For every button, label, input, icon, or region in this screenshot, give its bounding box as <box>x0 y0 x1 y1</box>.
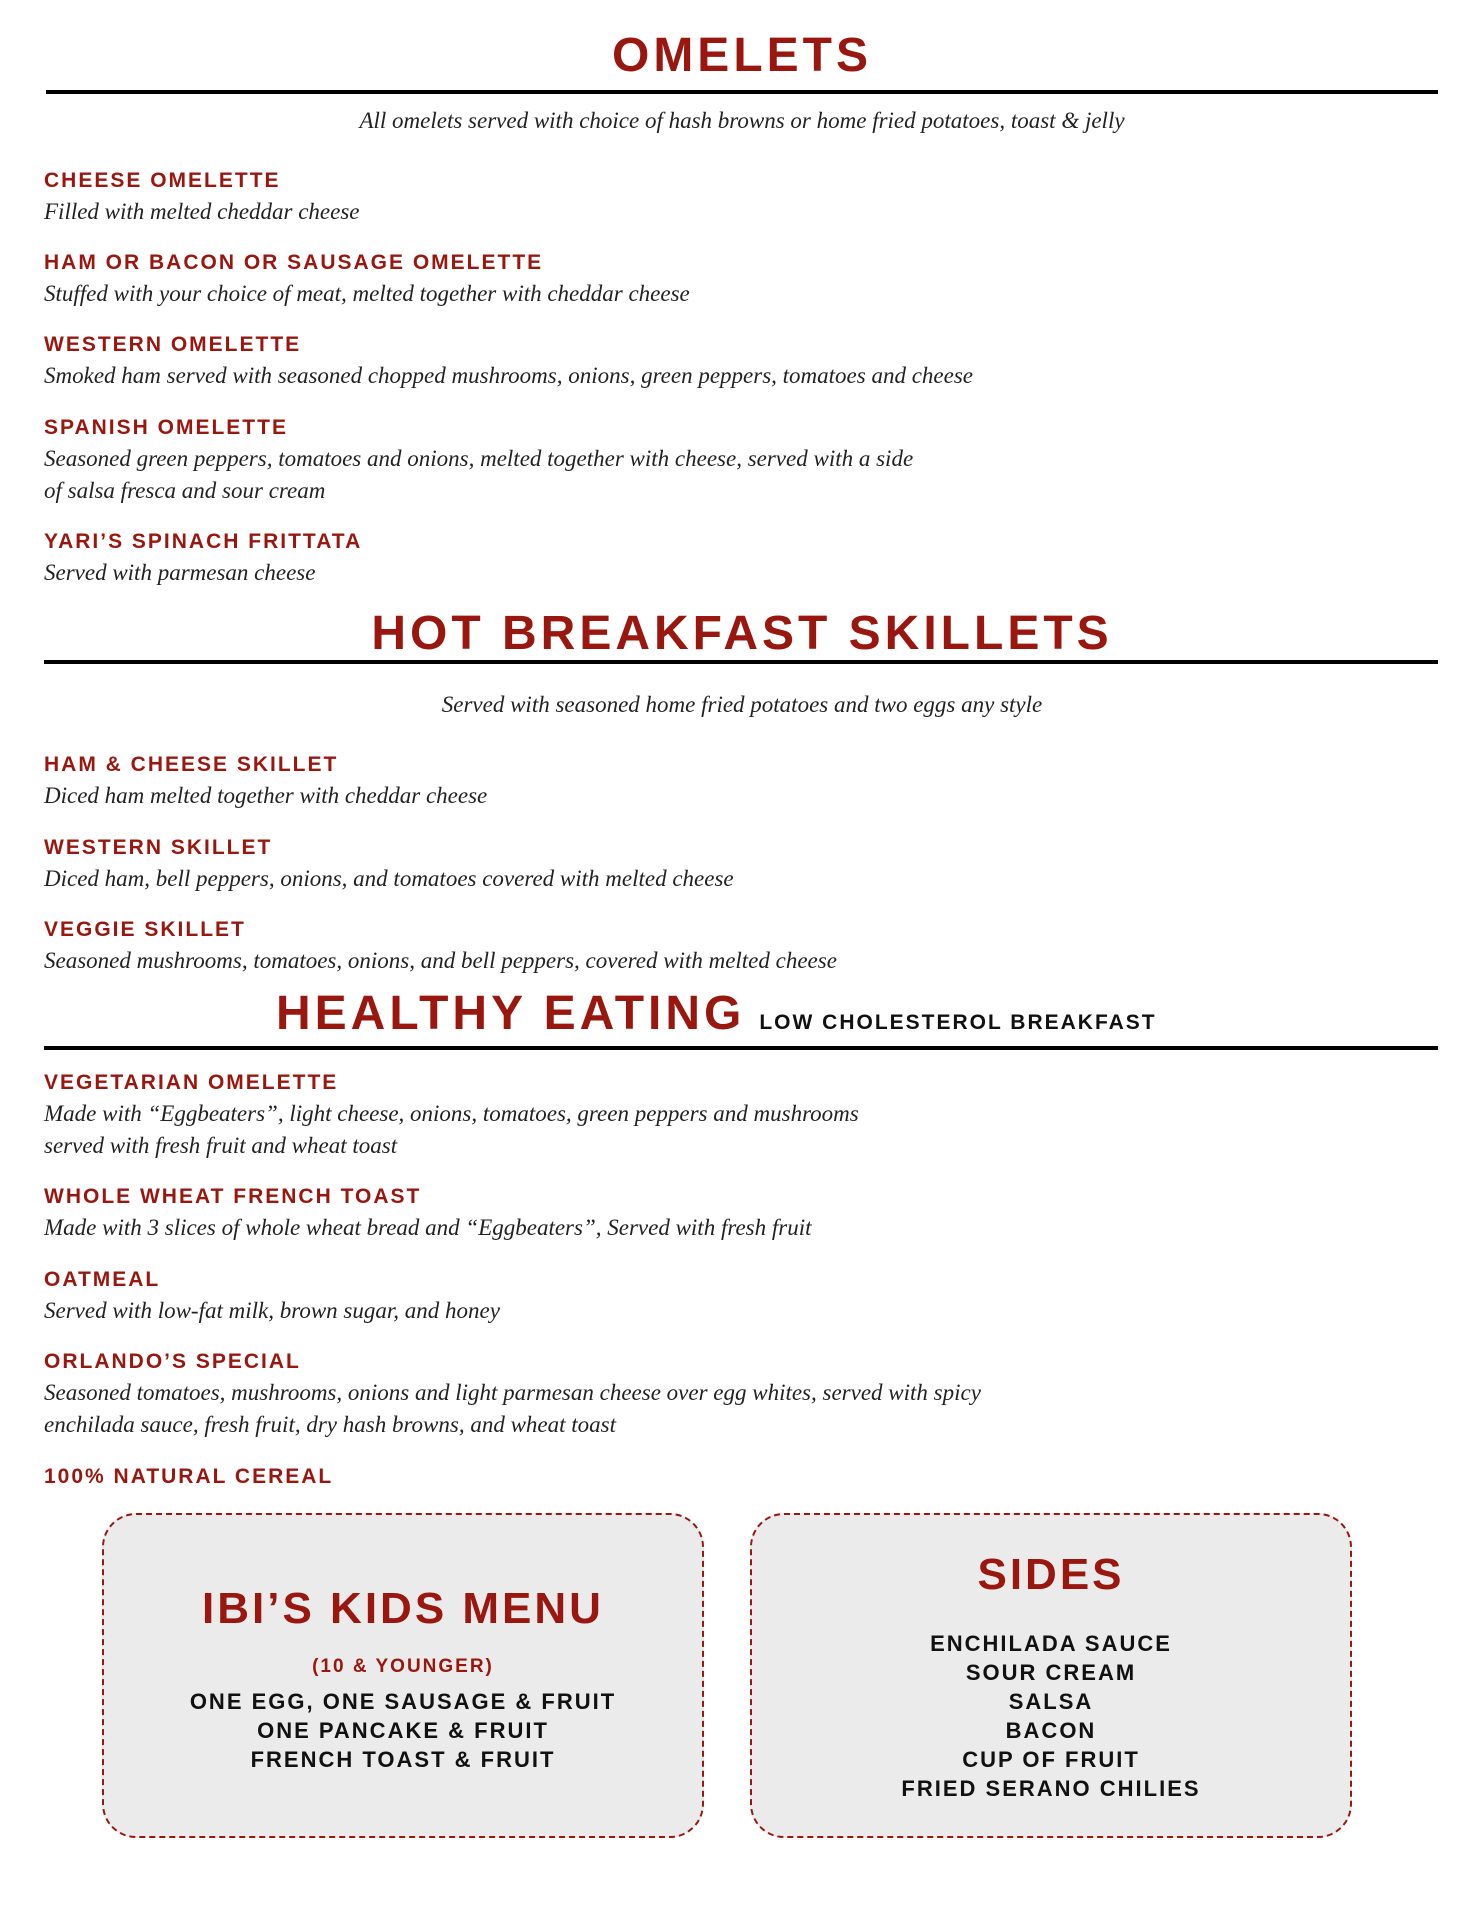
sides-item: BACON <box>1005 1718 1097 1743</box>
item-name: YARI’S SPINACH FRITTATA <box>44 530 363 553</box>
item-description: Stuffed with your choice of meat, melted together with cheddar cheese <box>44 281 690 306</box>
kids-menu-note: (10 & YOUNGER) <box>312 1656 494 1677</box>
item-name: VEGETARIAN OMELETTE <box>44 1071 339 1094</box>
item-description: Smoked ham served with seasoned chopped mushrooms, onions, green peppers, tomatoes and cheese <box>44 363 973 388</box>
sides-item: SALSA <box>1008 1689 1094 1714</box>
item-name: HAM & CHEESE SKILLET <box>44 753 339 776</box>
item-name: HAM OR BACON OR SAUSAGE OMELETTE <box>44 251 544 274</box>
sides-list <box>752 1629 1350 1803</box>
menu-item <box>44 1462 1044 1492</box>
item-description: Served with parmesan cheese <box>44 560 316 585</box>
item-name: WESTERN SKILLET <box>44 836 273 859</box>
kids-menu-item: FRENCH TOAST & FRUIT <box>250 1747 556 1772</box>
item-description: Made with 3 slices of whole wheat bread and “Eggbeaters”, Served with fresh fruit <box>44 1215 812 1240</box>
skillets-title: HOT BREAKFAST SKILLETS <box>371 607 1113 660</box>
skillets-note: Served with seasoned home fried potatoes and two eggs any style <box>441 692 1043 717</box>
kids-menu-box <box>102 1513 704 1838</box>
menu-item <box>44 166 1044 228</box>
item-name: ORLANDO’S SPECIAL <box>44 1350 301 1373</box>
item-name: VEGGIE SKILLET <box>44 918 246 941</box>
item-name: WHOLE WHEAT FRENCH TOAST <box>44 1185 422 1208</box>
item-name: OATMEAL <box>44 1268 161 1291</box>
kids-menu-item: ONE EGG, ONE SAUSAGE & FRUIT <box>189 1689 617 1714</box>
item-description-line2: enchilada sauce, fresh fruit, dry hash browns, and wheat toast <box>44 1412 617 1437</box>
menu-item <box>44 750 1044 812</box>
menu-item <box>44 248 1044 310</box>
item-description: Seasoned green peppers, tomatoes and onions, melted together with cheese, served with a side <box>44 446 914 471</box>
sides-title: SIDES <box>977 1550 1125 1599</box>
menu-item <box>44 915 1044 977</box>
kids-menu-title: IBI’S KIDS MENU <box>202 1584 604 1633</box>
menu-item <box>44 833 1044 895</box>
sides-item: SOUR CREAM <box>965 1660 1137 1685</box>
omelets-note: All omelets served with choice of hash browns or home fried potatoes, toast & jelly <box>359 108 1125 133</box>
menu-item <box>44 1265 1044 1327</box>
omelets-title: OMELETS <box>611 29 872 82</box>
healthy-rule <box>44 1046 1438 1050</box>
item-name: SPANISH OMELETTE <box>44 416 288 439</box>
item-description: Seasoned tomatoes, mushrooms, onions and light parmesan cheese over egg whites, served with spicy <box>44 1380 981 1405</box>
sides-item: CUP OF FRUIT <box>962 1747 1140 1772</box>
item-name: WESTERN OMELETTE <box>44 333 302 356</box>
kids-menu-item: ONE PANCAKE & FRUIT <box>257 1718 549 1743</box>
menu-item <box>44 1068 1044 1162</box>
menu-item <box>44 330 1044 392</box>
menu-item <box>44 1182 1044 1244</box>
item-description: Served with low-fat milk, brown sugar, and honey <box>44 1298 500 1323</box>
item-description-line2: served with fresh fruit and wheat toast <box>44 1133 398 1158</box>
item-description: Seasoned mushrooms, tomatoes, onions, and bell peppers, covered with melted cheese <box>44 948 837 973</box>
sides-item: ENCHILADA SAUCE <box>930 1631 1172 1656</box>
menu-item <box>44 527 1044 589</box>
healthy-subtitle: LOW CHOLESTEROL BREAKFAST <box>759 1011 1157 1034</box>
menu-item <box>44 1347 1044 1441</box>
healthy-title <box>276 986 1157 1051</box>
skillets-rule <box>44 660 1438 664</box>
item-description-line2: of salsa fresca and sour cream <box>44 478 326 503</box>
item-description: Diced ham, bell peppers, onions, and tomatoes covered with melted cheese <box>44 866 734 891</box>
kids-menu-list <box>104 1687 702 1774</box>
menu-item <box>44 413 1044 507</box>
item-name: 100% NATURAL CEREAL <box>44 1465 334 1488</box>
item-description: Diced ham melted together with cheddar cheese <box>44 783 488 808</box>
healthy-title-text: HEALTHY EATING <box>276 987 746 1040</box>
item-description: Made with “Eggbeaters”, light cheese, onions, tomatoes, green peppers and mushrooms <box>44 1101 859 1126</box>
item-name: CHEESE OMELETTE <box>44 169 281 192</box>
item-description: Filled with melted cheddar cheese <box>44 199 360 224</box>
sides-item: FRIED SERANO CHILIES <box>901 1776 1201 1801</box>
sides-box <box>750 1513 1352 1838</box>
omelets-rule <box>46 90 1438 94</box>
